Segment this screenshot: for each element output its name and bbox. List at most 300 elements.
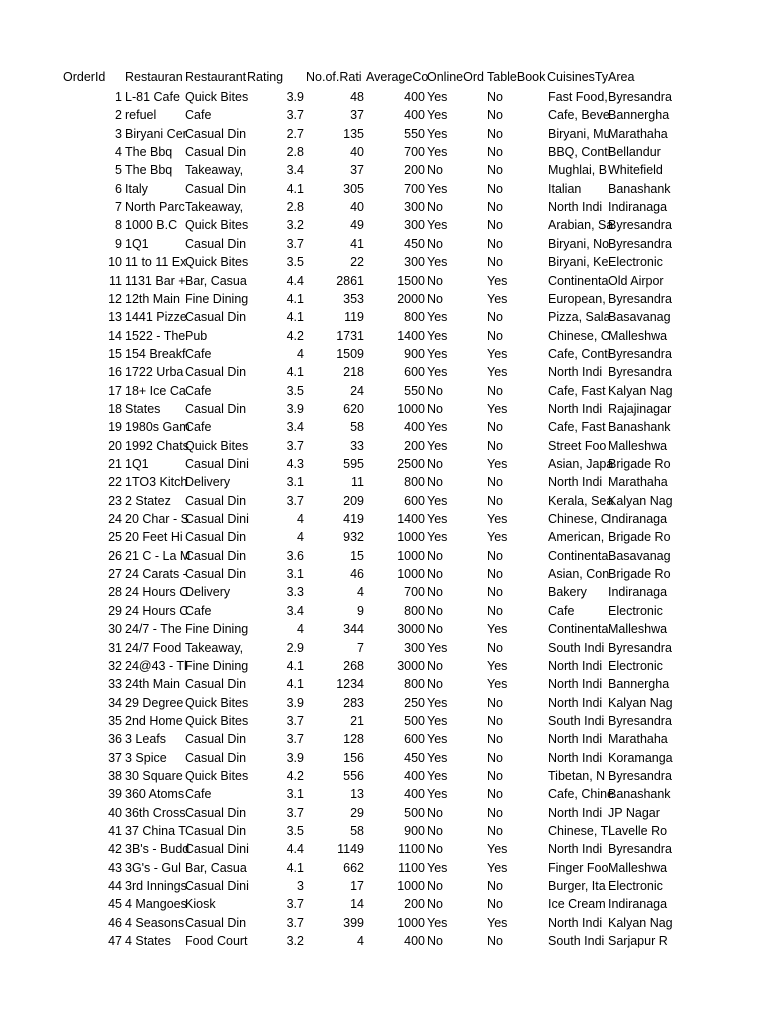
cell-online-order[interactable]: Yes [427, 713, 448, 728]
cell-rating[interactable]: 4.1 [286, 860, 304, 875]
cell-online-order[interactable]: Yes [427, 420, 448, 435]
cell-area[interactable]: Basavanag [608, 548, 671, 563]
cell-area[interactable]: Brigade Ro [608, 530, 671, 545]
cell-restaurant-name[interactable]: 1Q1 [125, 236, 149, 251]
cell-restaurant-name[interactable]: 1980s Gam [125, 420, 190, 435]
cell-order-id[interactable]: 14 [108, 328, 122, 343]
cell-table-booking[interactable]: No [487, 328, 503, 343]
cell-average-cost[interactable]: 450 [404, 236, 425, 251]
cell-order-id[interactable]: 26 [108, 548, 122, 563]
cell-table-booking[interactable]: Yes [487, 401, 508, 416]
cell-table-booking[interactable]: Yes [487, 860, 508, 875]
cell-average-cost[interactable]: 800 [404, 603, 425, 618]
cell-online-order[interactable]: Yes [427, 493, 448, 508]
cell-rating[interactable]: 3.2 [286, 218, 304, 233]
cell-online-order[interactable]: Yes [427, 328, 448, 343]
cell-area[interactable]: Bannergha [608, 677, 670, 692]
cell-restaurant-type[interactable]: Cafe [185, 346, 212, 361]
cell-no-of-ratings[interactable]: 4 [357, 934, 364, 949]
cell-no-of-ratings[interactable]: 11 [351, 475, 364, 490]
cell-no-of-ratings[interactable]: 24 [350, 383, 364, 398]
cell-online-order[interactable]: Yes [427, 860, 448, 875]
cell-restaurant-type[interactable]: Delivery [185, 585, 231, 600]
cell-restaurant-name[interactable]: 4 Mangoes [125, 897, 187, 912]
cell-rating[interactable]: 3.7 [286, 493, 304, 508]
cell-cuisines-type[interactable]: Cafe, Chine [548, 787, 615, 802]
cell-average-cost[interactable]: 1000 [397, 548, 425, 563]
cell-rating[interactable]: 4 [297, 622, 304, 637]
cell-cuisines-type[interactable]: Fast Food, [548, 90, 608, 104]
cell-no-of-ratings[interactable]: 33 [350, 438, 364, 453]
cell-restaurant-type[interactable]: Casual Din [185, 915, 247, 930]
cell-restaurant-type[interactable]: Casual Din [185, 567, 247, 582]
header-rating[interactable]: Rating [247, 70, 284, 84]
cell-rating[interactable]: 3.7 [286, 438, 304, 453]
cell-restaurant-name[interactable]: 24 Hours C [125, 585, 189, 600]
cell-rating[interactable]: 3.5 [286, 383, 304, 398]
cell-restaurant-name[interactable]: 20 Char - S [125, 512, 189, 527]
cell-restaurant-type[interactable]: Casual Din [185, 677, 247, 692]
cell-restaurant-type[interactable]: Casual Din [185, 145, 247, 160]
cell-table-booking[interactable]: No [487, 805, 503, 820]
cell-area[interactable]: Electronic [608, 603, 663, 618]
cell-no-of-ratings[interactable]: 620 [343, 401, 364, 416]
cell-no-of-ratings[interactable]: 4 [357, 585, 364, 600]
cell-rating[interactable]: 3.7 [286, 732, 304, 747]
cell-rating[interactable]: 4.2 [286, 328, 304, 343]
cell-cuisines-type[interactable]: Asian, Con [548, 567, 610, 582]
cell-area[interactable]: Electronic [608, 255, 663, 270]
cell-online-order[interactable]: No [427, 383, 443, 398]
cell-cuisines-type[interactable]: Mughlai, B [548, 163, 608, 178]
cell-area[interactable]: Kalyan Nag [608, 383, 673, 398]
cell-order-id[interactable]: 24 [108, 512, 122, 527]
cell-no-of-ratings[interactable]: 932 [343, 530, 364, 545]
cell-restaurant-type[interactable]: Quick Bites [185, 218, 249, 233]
cell-area[interactable]: Kalyan Nag [608, 493, 673, 508]
cell-table-booking[interactable]: No [487, 108, 503, 123]
cell-online-order[interactable]: No [427, 457, 443, 471]
cell-area[interactable]: Indiranaga [608, 200, 668, 215]
cell-table-booking[interactable]: Yes [487, 842, 508, 857]
cell-order-id[interactable]: 32 [108, 658, 122, 673]
cell-average-cost[interactable]: 800 [404, 310, 425, 325]
cell-table-booking[interactable]: Yes [487, 658, 508, 673]
cell-rating[interactable]: 3.1 [286, 567, 304, 582]
cell-area[interactable]: Electronic [608, 658, 663, 673]
cell-order-id[interactable]: 8 [115, 218, 122, 233]
cell-table-booking[interactable]: No [487, 879, 503, 894]
cell-restaurant-name[interactable]: 24th Main [125, 677, 180, 692]
cell-online-order[interactable]: Yes [427, 310, 448, 325]
cell-rating[interactable]: 4.1 [286, 310, 304, 325]
cell-area[interactable]: Byresandra [608, 640, 672, 655]
cell-no-of-ratings[interactable]: 119 [344, 310, 364, 325]
cell-restaurant-name[interactable]: 30 Square [125, 768, 183, 783]
cell-average-cost[interactable]: 1000 [397, 567, 425, 582]
cell-table-booking[interactable]: No [487, 255, 503, 270]
cell-cuisines-type[interactable]: Continenta [548, 622, 609, 637]
cell-online-order[interactable]: Yes [427, 732, 448, 747]
cell-area[interactable]: Byresandra [608, 346, 672, 361]
cell-cuisines-type[interactable]: Italian [548, 181, 582, 196]
cell-restaurant-name[interactable]: 21 C - La M [125, 548, 191, 563]
cell-average-cost[interactable]: 200 [404, 163, 425, 178]
cell-order-id[interactable]: 36 [108, 732, 122, 747]
cell-cuisines-type[interactable]: North Indi [548, 732, 603, 747]
cell-rating[interactable]: 3.7 [286, 108, 304, 123]
cell-restaurant-type[interactable]: Cafe [185, 383, 212, 398]
cell-no-of-ratings[interactable]: 662 [343, 860, 364, 875]
cell-online-order[interactable]: Yes [427, 695, 448, 710]
cell-average-cost[interactable]: 400 [404, 768, 425, 783]
cell-rating[interactable]: 4.1 [286, 181, 304, 196]
cell-restaurant-type[interactable]: Casual Din [185, 732, 247, 747]
cell-average-cost[interactable]: 1000 [397, 401, 425, 416]
cell-table-booking[interactable]: No [487, 750, 503, 765]
cell-restaurant-type[interactable]: Quick Bites [185, 695, 249, 710]
cell-online-order[interactable]: No [427, 585, 443, 600]
cell-no-of-ratings[interactable]: 1234 [336, 677, 364, 692]
cell-table-booking[interactable]: No [487, 145, 503, 160]
cell-rating[interactable]: 4.1 [286, 658, 304, 673]
cell-area[interactable]: Malleshwa [608, 328, 668, 343]
cell-restaurant-type[interactable]: Bar, Casua [185, 273, 247, 288]
cell-online-order[interactable]: Yes [427, 145, 448, 160]
cell-rating[interactable]: 2.9 [286, 640, 304, 655]
cell-rating[interactable]: 3.7 [286, 805, 304, 820]
cell-restaurant-type[interactable]: Fine Dining [185, 622, 249, 637]
cell-table-booking[interactable]: No [487, 640, 503, 655]
cell-table-booking[interactable]: No [487, 218, 503, 233]
cell-online-order[interactable]: No [427, 567, 443, 582]
cell-table-booking[interactable]: Yes [487, 915, 508, 930]
cell-average-cost[interactable]: 200 [404, 897, 425, 912]
cell-restaurant-type[interactable]: Casual Dini [185, 842, 249, 857]
cell-no-of-ratings[interactable]: 40 [350, 145, 364, 160]
cell-no-of-ratings[interactable]: 128 [343, 732, 364, 747]
cell-order-id[interactable]: 45 [108, 897, 122, 912]
cell-no-of-ratings[interactable]: 419 [343, 512, 364, 527]
cell-restaurant-name[interactable]: 3rd Innings [125, 879, 187, 894]
cell-no-of-ratings[interactable]: 58 [350, 824, 364, 838]
cell-rating[interactable]: 3.4 [286, 163, 304, 178]
cell-rating[interactable]: 4 [297, 346, 304, 361]
cell-average-cost[interactable]: 1000 [397, 915, 425, 930]
cell-cuisines-type[interactable]: Chinese, C [548, 512, 610, 527]
cell-table-booking[interactable]: No [487, 768, 503, 783]
cell-restaurant-type[interactable]: Cafe [185, 108, 212, 123]
cell-table-booking[interactable]: No [487, 90, 503, 104]
cell-average-cost[interactable]: 450 [404, 750, 425, 765]
cell-average-cost[interactable]: 500 [404, 713, 425, 728]
cell-order-id[interactable]: 4 [115, 145, 122, 160]
cell-online-order[interactable]: Yes [427, 787, 448, 802]
cell-order-id[interactable]: 25 [108, 530, 122, 545]
cell-table-booking[interactable]: Yes [487, 622, 508, 637]
cell-area[interactable]: Byresandra [608, 713, 672, 728]
cell-cuisines-type[interactable]: Chinese, Tl [548, 824, 611, 838]
cell-restaurant-type[interactable]: Kiosk [185, 897, 216, 912]
cell-restaurant-type[interactable]: Casual Dini [185, 879, 249, 894]
cell-average-cost[interactable]: 700 [404, 181, 425, 196]
cell-restaurant-name[interactable]: Biryani Cer [125, 126, 187, 141]
cell-no-of-ratings[interactable]: 595 [343, 457, 364, 471]
cell-rating[interactable]: 2.8 [286, 145, 304, 160]
cell-order-id[interactable]: 5 [115, 163, 122, 178]
cell-rating[interactable]: 4.1 [286, 291, 304, 306]
cell-average-cost[interactable]: 400 [404, 108, 425, 123]
cell-area[interactable]: Malleshwa [608, 860, 668, 875]
cell-area[interactable]: Banashank [608, 787, 671, 802]
cell-no-of-ratings[interactable]: 14 [350, 897, 364, 912]
cell-area[interactable]: Byresandra [608, 365, 672, 380]
cell-online-order[interactable]: No [427, 658, 443, 673]
cell-cuisines-type[interactable]: Pizza, Sala [548, 310, 611, 325]
cell-no-of-ratings[interactable]: 9 [357, 603, 364, 618]
cell-rating[interactable]: 4.4 [286, 842, 304, 857]
cell-no-of-ratings[interactable]: 13 [350, 787, 364, 802]
cell-restaurant-type[interactable]: Casual Din [185, 548, 247, 563]
cell-no-of-ratings[interactable]: 49 [350, 218, 364, 233]
cell-restaurant-type[interactable]: Casual Din [185, 236, 247, 251]
cell-average-cost[interactable]: 700 [404, 585, 425, 600]
cell-restaurant-type[interactable]: Food Court [185, 934, 248, 949]
cell-average-cost[interactable]: 700 [404, 145, 425, 160]
cell-average-cost[interactable]: 1000 [397, 530, 425, 545]
cell-area[interactable]: Lavelle Ro [608, 824, 668, 838]
cell-restaurant-type[interactable]: Takeaway, [185, 163, 244, 178]
cell-online-order[interactable]: Yes [427, 750, 448, 765]
cell-area[interactable]: Marathaha [608, 126, 668, 141]
cell-area[interactable]: Whitefield [608, 163, 663, 178]
cell-cuisines-type[interactable]: Cafe, Conti [548, 346, 611, 361]
cell-restaurant-name[interactable]: 1522 - The [125, 328, 186, 343]
cell-rating[interactable]: 3.3 [286, 585, 304, 600]
cell-order-id[interactable]: 15 [108, 346, 122, 361]
cell-no-of-ratings[interactable]: 21 [350, 713, 364, 728]
cell-order-id[interactable]: 20 [108, 438, 122, 453]
cell-no-of-ratings[interactable]: 40 [350, 200, 364, 215]
cell-restaurant-name[interactable]: 1000 B.C [125, 218, 178, 233]
cell-cuisines-type[interactable]: Street Foo [548, 438, 607, 453]
cell-average-cost[interactable]: 600 [404, 365, 425, 380]
cell-area[interactable]: Kalyan Nag [608, 695, 673, 710]
cell-cuisines-type[interactable]: Burger, Ita [548, 879, 606, 894]
cell-no-of-ratings[interactable]: 1509 [336, 346, 364, 361]
cell-online-order[interactable]: Yes [427, 768, 448, 783]
cell-cuisines-type[interactable]: Biryani, No [548, 236, 610, 251]
cell-cuisines-type[interactable]: North Indi [548, 805, 603, 820]
cell-table-booking[interactable]: No [487, 824, 503, 838]
header-average-cost[interactable]: AverageCo [366, 70, 429, 84]
cell-average-cost[interactable]: 600 [404, 732, 425, 747]
cell-order-id[interactable]: 3 [115, 126, 122, 141]
cell-restaurant-name[interactable]: 1722 Urba [125, 365, 184, 380]
cell-order-id[interactable]: 9 [115, 236, 122, 251]
cell-table-booking[interactable]: No [487, 438, 503, 453]
cell-online-order[interactable]: Yes [427, 126, 448, 141]
cell-table-booking[interactable]: No [487, 548, 503, 563]
cell-online-order[interactable]: Yes [427, 90, 448, 104]
cell-average-cost[interactable]: 500 [404, 805, 425, 820]
cell-no-of-ratings[interactable]: 353 [343, 291, 364, 306]
cell-rating[interactable]: 3.7 [286, 713, 304, 728]
cell-table-booking[interactable]: No [487, 126, 503, 141]
cell-restaurant-name[interactable]: 4 States [125, 934, 171, 949]
cell-table-booking[interactable]: No [487, 585, 503, 600]
cell-online-order[interactable]: No [427, 163, 443, 178]
cell-order-id[interactable]: 37 [108, 750, 122, 765]
cell-cuisines-type[interactable]: North Indi [548, 475, 603, 490]
cell-table-booking[interactable]: No [487, 934, 503, 949]
cell-order-id[interactable]: 33 [108, 677, 122, 692]
cell-restaurant-type[interactable]: Takeaway, [185, 200, 244, 215]
cell-rating[interactable]: 3.4 [286, 420, 304, 435]
cell-cuisines-type[interactable]: Chinese, C [548, 328, 610, 343]
cell-table-booking[interactable]: Yes [487, 365, 508, 380]
cell-online-order[interactable]: Yes [427, 438, 448, 453]
cell-table-booking[interactable]: No [487, 713, 503, 728]
cell-cuisines-type[interactable]: North Indi [548, 677, 603, 692]
cell-average-cost[interactable]: 1500 [397, 273, 425, 288]
cell-restaurant-type[interactable]: Pub [185, 328, 208, 343]
cell-rating[interactable]: 2.8 [286, 200, 304, 215]
cell-restaurant-name[interactable]: 18+ Ice Ca [125, 383, 186, 398]
cell-order-id[interactable]: 19 [108, 420, 122, 435]
cell-order-id[interactable]: 7 [115, 200, 122, 215]
cell-cuisines-type[interactable]: Tibetan, N [548, 768, 606, 783]
cell-restaurant-name[interactable]: 360 Atoms [125, 787, 185, 802]
cell-restaurant-type[interactable]: Casual Dini [185, 457, 249, 471]
cell-table-booking[interactable]: No [487, 493, 503, 508]
cell-area[interactable]: Byresandra [608, 236, 672, 251]
cell-average-cost[interactable]: 1400 [397, 328, 425, 343]
cell-area[interactable]: Banashank [608, 181, 671, 196]
cell-average-cost[interactable]: 1400 [397, 512, 425, 527]
cell-restaurant-type[interactable]: Casual Din [185, 530, 247, 545]
cell-area[interactable]: Old Airpor [608, 273, 664, 288]
cell-restaurant-name[interactable]: 11 to 11 Ex [125, 255, 187, 270]
cell-no-of-ratings[interactable]: 283 [343, 695, 364, 710]
cell-restaurant-name[interactable]: 2nd Home [125, 713, 183, 728]
cell-table-booking[interactable]: No [487, 236, 503, 251]
cell-cuisines-type[interactable]: European, [548, 291, 606, 306]
cell-table-booking[interactable]: No [487, 897, 503, 912]
cell-table-booking[interactable]: No [487, 787, 503, 802]
cell-online-order[interactable]: Yes [427, 512, 448, 527]
cell-rating[interactable]: 3 [297, 879, 304, 894]
cell-order-id[interactable]: 41 [108, 824, 122, 838]
cell-online-order[interactable]: No [427, 603, 443, 618]
cell-rating[interactable]: 3.7 [286, 915, 304, 930]
cell-average-cost[interactable]: 300 [404, 218, 425, 233]
cell-cuisines-type[interactable]: Arabian, Sa [548, 218, 614, 233]
cell-area[interactable]: JP Nagar [608, 805, 660, 820]
cell-area[interactable]: Byresandra [608, 218, 672, 233]
cell-restaurant-type[interactable]: Quick Bites [185, 90, 249, 104]
cell-order-id[interactable]: 18 [108, 401, 122, 416]
cell-area[interactable]: Brigade Ro [608, 457, 671, 471]
header-table-booking[interactable]: TableBook [487, 70, 546, 84]
cell-area[interactable]: Byresandra [608, 291, 672, 306]
cell-area[interactable]: Indiranaga [608, 512, 668, 527]
cell-no-of-ratings[interactable]: 135 [343, 126, 364, 141]
cell-area[interactable]: Bannergha [608, 108, 670, 123]
cell-average-cost[interactable]: 1100 [398, 842, 425, 857]
cell-order-id[interactable]: 43 [108, 860, 122, 875]
cell-restaurant-name[interactable]: 4 Seasons [125, 915, 185, 930]
cell-average-cost[interactable]: 300 [404, 255, 425, 270]
cell-online-order[interactable]: Yes [427, 218, 448, 233]
cell-cuisines-type[interactable]: Cafe, Fast [548, 383, 606, 398]
cell-rating[interactable]: 3.2 [286, 934, 304, 949]
cell-online-order[interactable]: Yes [427, 346, 448, 361]
cell-restaurant-name[interactable]: 3 Leafs [125, 732, 167, 747]
cell-table-booking[interactable]: No [487, 383, 503, 398]
cell-table-booking[interactable]: Yes [487, 530, 508, 545]
cell-average-cost[interactable]: 400 [404, 934, 425, 949]
cell-order-id[interactable]: 10 [108, 255, 122, 270]
cell-order-id[interactable]: 38 [108, 768, 122, 783]
cell-table-booking[interactable]: Yes [487, 457, 508, 471]
cell-area[interactable]: Basavanag [608, 310, 671, 325]
cell-restaurant-name[interactable]: 24@43 - Tl [125, 658, 187, 673]
cell-average-cost[interactable]: 800 [404, 475, 425, 490]
cell-rating[interactable]: 4.1 [286, 677, 304, 692]
cell-table-booking[interactable]: Yes [487, 677, 508, 692]
cell-table-booking[interactable]: No [487, 310, 503, 325]
cell-no-of-ratings[interactable]: 1731 [336, 328, 364, 343]
cell-order-id[interactable]: 6 [115, 181, 122, 196]
cell-area[interactable]: Brigade Ro [608, 567, 671, 582]
cell-no-of-ratings[interactable]: 1149 [337, 842, 364, 857]
cell-restaurant-name[interactable]: 24/7 Food [125, 640, 182, 655]
cell-restaurant-name[interactable]: 37 China T [125, 824, 186, 838]
cell-average-cost[interactable]: 400 [404, 420, 425, 435]
cell-restaurant-type[interactable]: Quick Bites [185, 768, 249, 783]
cell-order-id[interactable]: 23 [108, 493, 122, 508]
cell-no-of-ratings[interactable]: 15 [350, 548, 364, 563]
cell-restaurant-name[interactable]: 1131 Bar + [125, 273, 186, 288]
cell-rating[interactable]: 3.1 [286, 475, 304, 490]
cell-cuisines-type[interactable]: Bakery [548, 585, 587, 600]
cell-restaurant-type[interactable]: Fine Dining [185, 658, 249, 673]
cell-restaurant-type[interactable]: Casual Dini [185, 512, 249, 527]
cell-order-id[interactable]: 21 [108, 457, 122, 471]
cell-restaurant-type[interactable]: Quick Bites [185, 255, 249, 270]
cell-cuisines-type[interactable]: South Indi [548, 934, 605, 949]
cell-rating[interactable]: 2.7 [286, 126, 304, 141]
cell-average-cost[interactable]: 600 [404, 493, 425, 508]
cell-restaurant-name[interactable]: 3G's - Gul [125, 860, 181, 875]
cell-no-of-ratings[interactable]: 17 [350, 879, 364, 894]
cell-area[interactable]: Marathaha [608, 475, 668, 490]
cell-table-booking[interactable]: No [487, 200, 503, 215]
cell-cuisines-type[interactable]: Biryani, Mu [548, 126, 611, 141]
cell-restaurant-name[interactable]: refuel [125, 108, 157, 123]
cell-restaurant-type[interactable]: Casual Din [185, 401, 247, 416]
cell-cuisines-type[interactable]: Cafe [548, 603, 575, 618]
cell-no-of-ratings[interactable]: 37 [350, 163, 364, 178]
cell-area[interactable]: Byresandra [608, 768, 672, 783]
cell-online-order[interactable]: No [427, 548, 443, 563]
cell-restaurant-type[interactable]: Quick Bites [185, 713, 249, 728]
cell-average-cost[interactable]: 300 [404, 640, 425, 655]
cell-restaurant-name[interactable]: 2 Statez [125, 493, 171, 508]
cell-no-of-ratings[interactable]: 556 [343, 768, 364, 783]
cell-restaurant-type[interactable]: Cafe [185, 420, 212, 435]
